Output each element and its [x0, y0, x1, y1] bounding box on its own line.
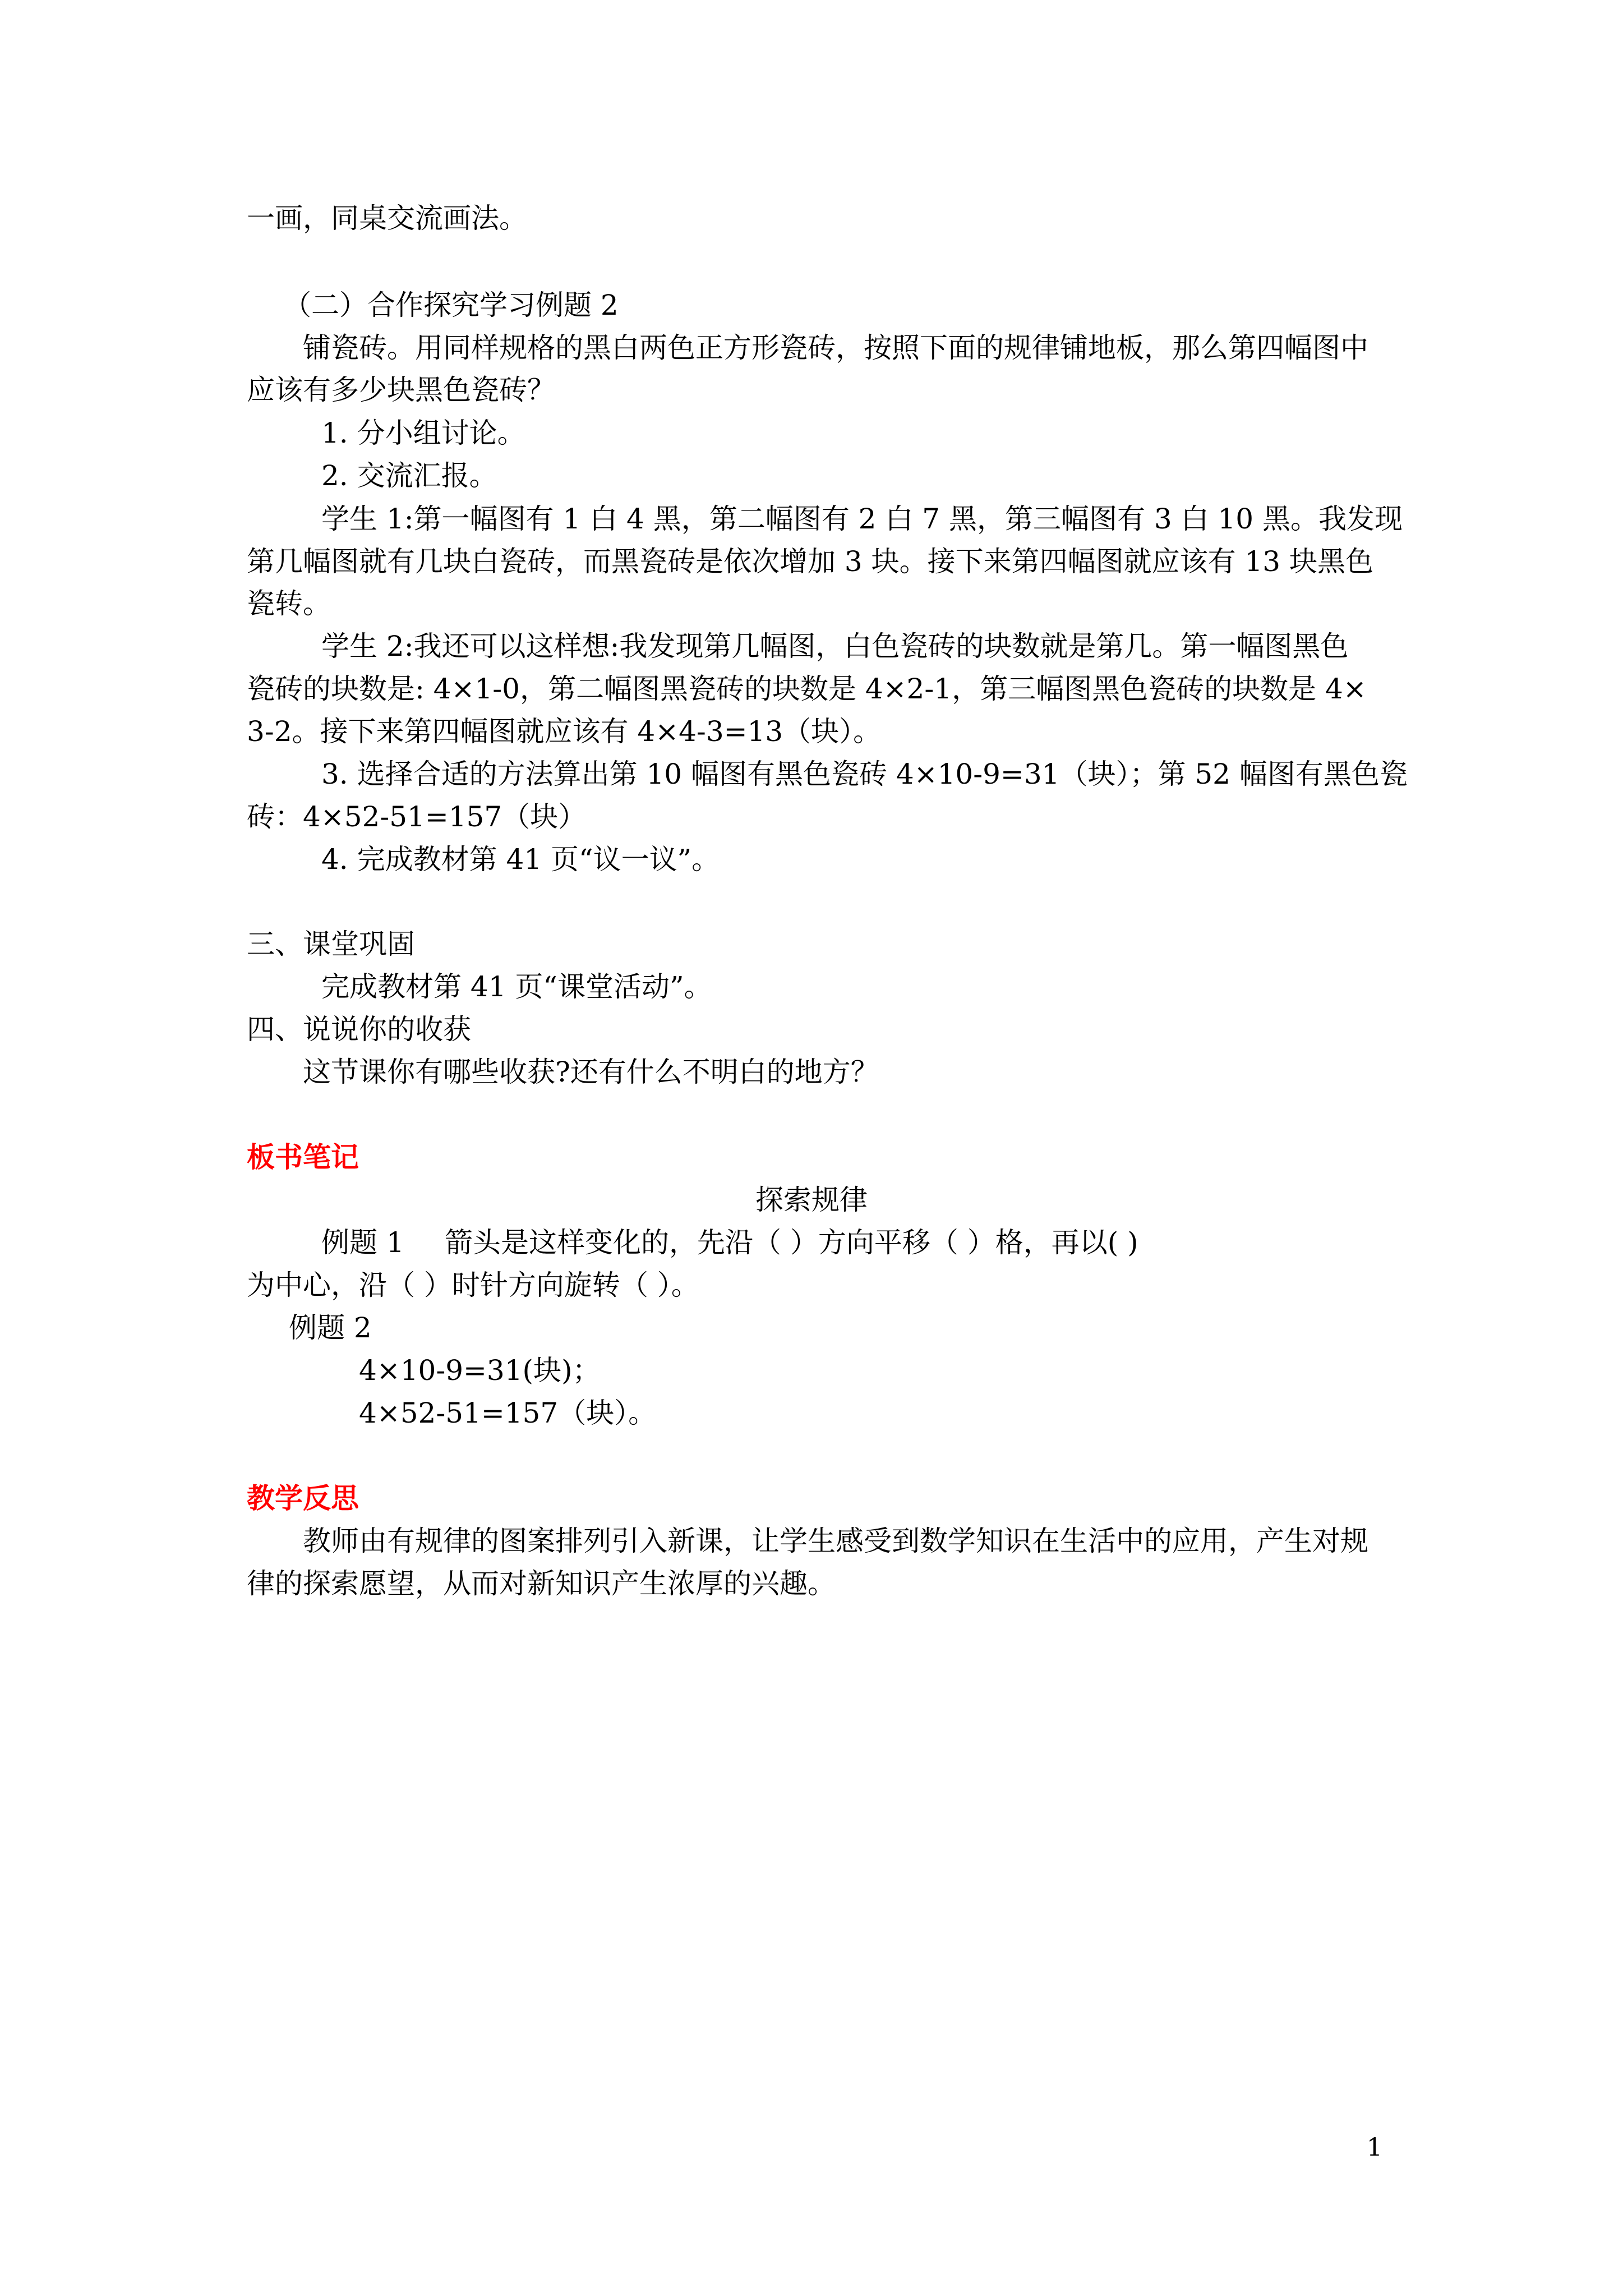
step-2: 2. 交流汇报。: [321, 459, 497, 492]
example-1-line-1: 箭头是这样变化的，先沿（ ）方向平移（ ）格，再以( ): [445, 1226, 1138, 1259]
board-notes-heading: 板书笔记: [247, 1140, 359, 1174]
page-number: 1: [1367, 2133, 1382, 2162]
problem-line-1: 铺瓷砖。用同样规格的黑白两色正方形瓷砖，按照下面的规律铺地板，那么第四幅图中: [303, 332, 1368, 364]
problem-line-2: 应该有多少块黑色瓷砖？: [247, 374, 555, 406]
section-four-body: 这节课你有哪些收获?还有什么不明白的地方？: [303, 1056, 879, 1088]
section-three-heading: 三、课堂巩固: [247, 928, 415, 960]
example-1-line-2: 为中心，沿（ ）时针方向旋转（ ）。: [247, 1269, 699, 1301]
step-1: 1. 分小组讨论。: [321, 417, 525, 449]
reflection-line-1: 教师由有规律的图案排列引入新课，让学生感受到数学知识在生活中的应用，产生对规: [303, 1525, 1368, 1557]
example-2-label: 例题 2: [289, 1312, 372, 1344]
section-three-body: 完成教材第 41 页“课堂活动”。: [321, 970, 712, 1003]
section-four-heading: 四、说说你的收获: [247, 1013, 471, 1046]
board-notes-title: 探索规律: [755, 1184, 868, 1216]
student2-line-1: 学生 2:我还可以这样想:我发现第几幅图，白色瓷砖的块数就是第几。第一幅图黑色: [321, 630, 1349, 662]
example-2-calc-2: 4×52-51=157（块）。: [359, 1397, 657, 1429]
section-coop-heading: （二）合作探究学习例题 2: [283, 289, 619, 321]
student1-line-3: 瓷转。: [247, 587, 331, 620]
student1-line-1: 学生 1:第一幅图有 1 白 4 黑，第二幅图有 2 白 7 黑，第三幅图有 3 白 10 黑。我发现: [321, 503, 1403, 535]
step-4: 4. 完成教材第 41 页“议一议”。: [321, 843, 720, 876]
student2-line-3: 3-2。接下来第四幅图就应该有 4×4-3=13（块）。: [247, 715, 882, 748]
student1-line-2: 第几幅图就有几块白瓷砖，而黑瓷砖是依次增加 3 块。接下来第四幅图就应该有 13 块黑色: [247, 545, 1374, 578]
example-1-label: 例题 1: [321, 1226, 404, 1259]
step-3-line-2: 砖：4×52-51=157（块）: [247, 800, 587, 833]
reflection-heading: 教学反思: [247, 1481, 359, 1515]
intro-line: 一画，同桌交流画法。: [247, 202, 527, 234]
reflection-line-2: 律的探索愿望，从而对新知识产生浓厚的兴趣。: [247, 1567, 836, 1600]
student2-line-2: 瓷砖的块数是: 4×1-0，第二幅图黑瓷砖的块数是 4×2-1，第三幅图黑色瓷砖的块数是 4×: [247, 673, 1367, 705]
example-2-calc-1: 4×10-9=31(块)；: [359, 1354, 601, 1387]
step-3-line-1: 3. 选择合适的方法算出第 10 幅图有黑色瓷砖 4×10-9=31（块）；第 52 幅图有黑色瓷: [321, 758, 1408, 790]
